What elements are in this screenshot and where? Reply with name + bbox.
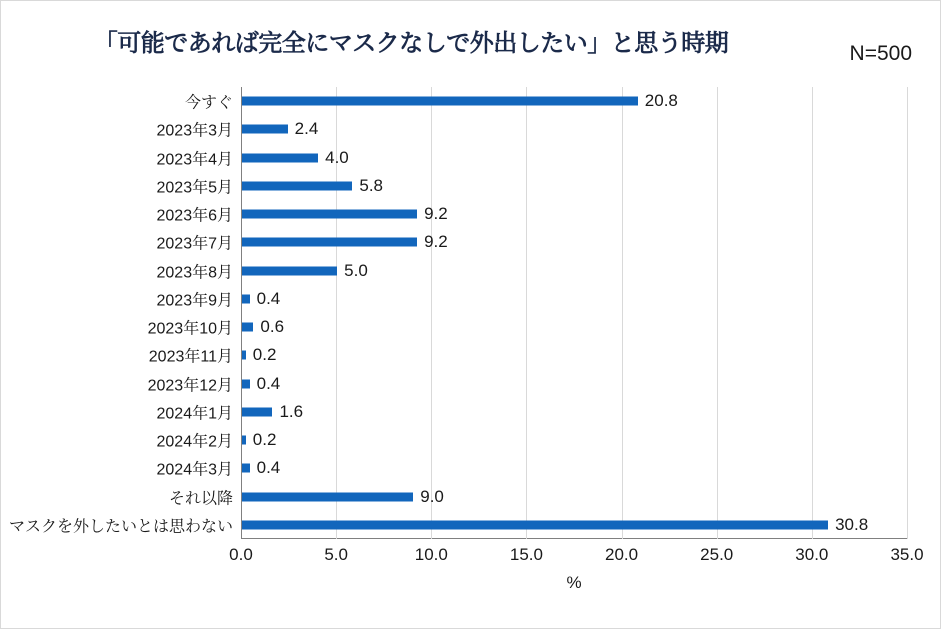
- category-label: 2023年9月: [156, 292, 233, 310]
- bar: [242, 464, 250, 473]
- bar: [242, 181, 352, 190]
- bar-row: [148, 341, 907, 369]
- category-label: 今すぐ: [184, 94, 233, 112]
- bar-row: [156, 144, 907, 172]
- bar: [242, 210, 417, 219]
- x-tick-label: 20.0: [605, 545, 639, 564]
- bar: [242, 436, 246, 445]
- x-tick-label: 0.0: [229, 545, 253, 564]
- category-label: それ以降: [168, 490, 233, 508]
- bar-row: [184, 87, 907, 115]
- bar-row: [8, 511, 907, 539]
- bar-value-label: 5.8: [359, 175, 383, 195]
- category-label: 2023年4月: [156, 151, 233, 169]
- x-axis-title: %: [566, 573, 582, 592]
- bar: [242, 238, 417, 247]
- bar-row: [156, 172, 907, 200]
- bar-value-label: 1.6: [279, 401, 304, 421]
- category-label: 2023年8月: [156, 264, 233, 282]
- bar: [242, 323, 253, 332]
- bar-row: [147, 313, 907, 341]
- bar: [242, 266, 337, 275]
- bar-value-label: 0.2: [252, 345, 277, 365]
- x-tick-label: 10.0: [414, 545, 448, 564]
- bar: [242, 492, 413, 501]
- bar: [242, 153, 318, 162]
- x-tick-label: 30.0: [795, 545, 829, 564]
- x-tick-label: 35.0: [890, 545, 924, 564]
- bar-row: [156, 398, 907, 426]
- category-label: 2023年12月: [147, 377, 233, 395]
- bar-value-label: 9.0: [420, 486, 444, 506]
- bar: [242, 97, 638, 106]
- bar-value-label: 0.2: [252, 430, 277, 450]
- bar-value-label: 9.2: [424, 232, 448, 252]
- category-label: 2023年7月: [156, 235, 233, 253]
- category-label: 2023年3月: [156, 122, 233, 140]
- bar: [242, 520, 828, 529]
- category-label: 2024年2月: [156, 433, 233, 451]
- bar-value-label: 5.0: [344, 260, 368, 280]
- bar-row: [156, 285, 907, 313]
- bar-value-label: 0.6: [260, 317, 285, 337]
- bar-value-label: 30.8: [835, 514, 869, 534]
- bar-row: [156, 200, 907, 228]
- x-tick-label: 25.0: [700, 545, 734, 564]
- bar: [242, 125, 288, 134]
- bar: [242, 351, 246, 360]
- category-label: 2024年1月: [156, 405, 233, 423]
- bar: [242, 294, 250, 303]
- category-label: 2024年3月: [156, 461, 233, 479]
- category-label: 2023年10月: [147, 320, 233, 338]
- bar-value-label: 0.4: [256, 458, 281, 478]
- bar: [242, 379, 250, 388]
- category-label: マスクを外したいとは思わない: [8, 518, 233, 536]
- bar-value-label: 4.0: [325, 147, 349, 167]
- bar-row: [168, 483, 907, 511]
- category-label: 2023年5月: [156, 179, 233, 197]
- bar-row: [156, 228, 907, 256]
- sample-size-annotation: N=500: [849, 42, 912, 65]
- x-tick-label: 5.0: [324, 545, 348, 564]
- plot-area: [8, 87, 907, 539]
- chart-title: 「可能であれば完全にマスクなしで外出したい」と思う時期: [93, 30, 729, 57]
- category-label: 2023年11月: [148, 348, 233, 366]
- bar-row: [147, 370, 907, 398]
- bar-row: [156, 426, 907, 454]
- bar-value-label: 0.4: [256, 288, 281, 308]
- category-label: 2023年6月: [156, 207, 233, 225]
- bar-row: [156, 115, 907, 143]
- bar: [242, 407, 272, 416]
- gridline: [907, 87, 908, 539]
- bar-value-label: 9.2: [424, 204, 448, 224]
- bar-row: [156, 257, 907, 285]
- bar-row: [156, 454, 907, 482]
- bar-value-label: 20.8: [644, 91, 678, 111]
- bar-value-label: 0.4: [256, 373, 281, 393]
- x-tick-label: 15.0: [509, 545, 543, 564]
- bar-value-label: 2.4: [294, 119, 319, 139]
